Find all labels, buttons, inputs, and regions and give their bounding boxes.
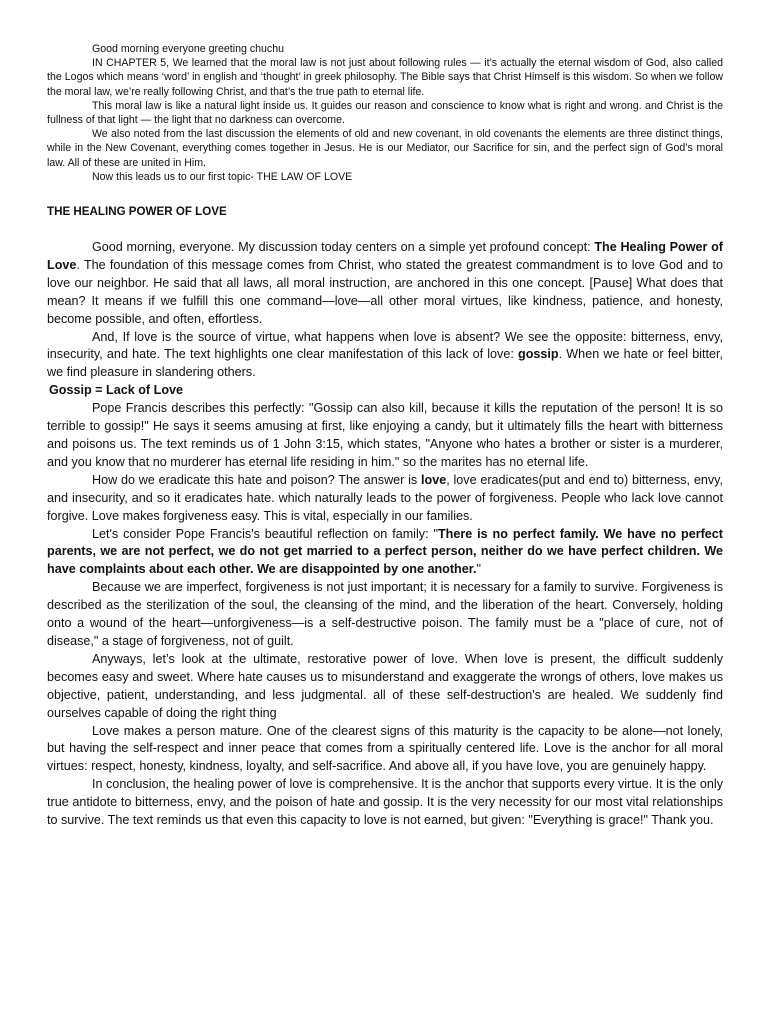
- body-paragraph: Because we are imperfect, forgiveness is not just important; it is necessary for a family to survive. Forgiveness is described as the sterilization of the soul, the cleansing of the mind, and the liberation of the heart. Conversely, holding onto a wound of the heart—unforgiveness—is a self-destructive poison. The family must be a "place of cure, not of disease," a stage of forgiveness, not of guilt.: [47, 580, 723, 648]
- bold-text: gossip: [518, 347, 559, 362]
- bold-text: The Healing Power of Love: [47, 240, 723, 272]
- body-paragraph: [47, 472, 723, 526]
- text-run: How do we eradicate this hate and poison? The answer is: [92, 472, 421, 487]
- intro-paragraph: We also noted from the last discussion the elements of old and new covenant, in old covenants the elements are three distinct things, while in the New Covenant, everything comes together in Jesus. He is our Mediator, our Sacrifice for sin, and the perfect sign of God’s moral law. All of these are united in Him.: [47, 128, 723, 169]
- document-page: [47, 42, 723, 1012]
- body-paragraph: [47, 239, 723, 329]
- subheading: Gossip = Lack of Love: [49, 383, 184, 398]
- body-paragraph: Anyways, let’s look at the ultimate, restorative power of love. When love is present, the difficult suddenly becomes easy and sweet. Where hate causes us to misunderstand and exaggerate the wrongs of others, love makes us objective, patient, understanding, and less judgmental. all of these self-destruction's are healed. We suddenly find ourselves capable of doing the right thing: [47, 651, 723, 720]
- intro-paragraph: Now this leads us to our first topic- THE LAW OF LOVE: [92, 170, 353, 183]
- body-paragraph: Love makes a person mature. One of the clearest signs of this maturity is the capacity to be alone—not lonely, but having the self-respect and inner peace that comes from a spiritually centered life. Love is the anchor for all moral virtues: respect, honesty, kindness, loyalty, and self-sacrifice. And above all, if you have love, you are genuinely happy.: [47, 723, 723, 774]
- body-paragraph: Pope Francis describes this perfectly: "Gossip can also kill, because it kills the reputation of the person! It is so terrible to gossip!" He says it seems amusing at first, like enjoying a candy, but it ultimately fills the heart with bitterness and poisons us. The text reminds us of 1 John 3:15, which states, "Anyone who hates a brother or sister is a murderer, and you know that no murderer has eternal life residing in him." so the marites has no eternal life.: [47, 401, 723, 469]
- text-run: . The foundation of this message comes from Christ, who stated the greatest commandment is to love God and to love our neighbor. He said that all laws, all moral instruction, are anchored in this one concept. [Pause] What does that mean? It means if we fulfill this one command—love—all other moral virtues, like kindness, patience, and honesty, become possible, and often, effortless.: [47, 257, 723, 326]
- text-run: Good morning, everyone. My discussion today centers on a simple yet profound concept:: [92, 240, 595, 255]
- intro-paragraph: IN CHAPTER 5, We learned that the moral law is not just about following rules — it’s actually the eternal wisdom of God, also called the Logos which means ‘word’ in english and ‘thought’ in greek philosophy. The Bible says that Christ Himself is this wisdom. So when we follow the moral law, we’re really following Christ, and that’s the true path to eternal life.: [47, 57, 723, 98]
- bold-text: love: [421, 472, 447, 487]
- body-paragraph: [47, 526, 723, 580]
- greeting-line: Good morning everyone greeting chuchu: [92, 43, 284, 55]
- body-section: [47, 239, 723, 830]
- body-paragraph: [47, 329, 723, 383]
- intro-section: [47, 42, 723, 184]
- text-run: . When we hate or feel bitter, we find pleasure in slandering others.: [47, 347, 723, 380]
- intro-paragraph: This moral law is like a natural light inside us. It guides our reason and conscience to know what is right and wrong. and Christ is the fullness of that light — the light that no darkness can overcome.: [47, 99, 723, 127]
- text-run: ": [476, 562, 481, 577]
- text-run: And, If love is the source of virtue, what happens when love is absent? We see the opposite: bitterness, envy, insecurity, and hate. The text highlights one clear manifestation of this lack of love:: [47, 329, 723, 362]
- text-run: , love eradicates(put and end to) bitterness, envy, and insecurity, and so it eradicates hate. which naturally leads to the power of forgiveness. People who lack love cannot forgive. Love makes forgiveness easy. This is vital, especially in our families.: [47, 472, 723, 523]
- text-run: Let's consider Pope Francis's beautiful reflection on family: ": [92, 526, 438, 541]
- bold-quote: There is no perfect family. We have no perfect parents, we are not perfect, we do not get married to a perfect person, neither do we have perfect children. We have complaints about each other. We are disappointed by one another.: [47, 526, 723, 577]
- body-paragraph: In conclusion, the healing power of love is comprehensive. It is the anchor that supports every virtue. It is the only true antidote to bitterness, envy, and the poison of hate and gossip. It is the very necessity for our most vital relationships to survive. The text reminds us that even this capacity to love is not earned, but given: "Everything is grace!" Thank you.: [47, 777, 723, 828]
- section-heading: THE HEALING POWER OF LOVE: [47, 205, 227, 219]
